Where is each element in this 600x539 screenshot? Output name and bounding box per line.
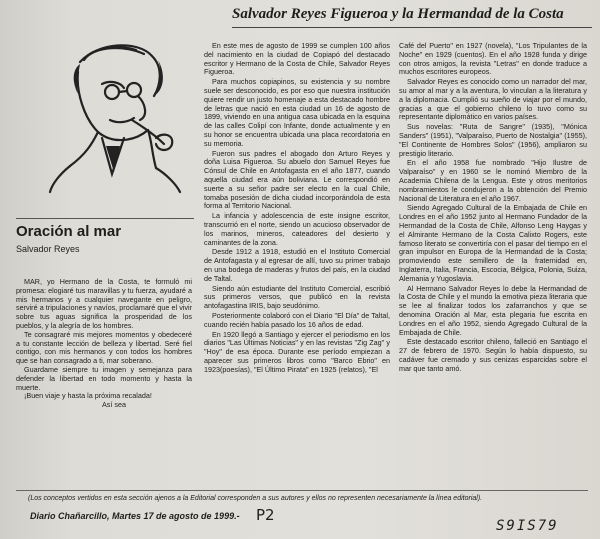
title-divider — [232, 27, 592, 28]
article-paragraph: Desde 1912 a 1918, estudió en el Instituto Comercial de Antofagasta y al egresar de allí, tuvo su primer trabajo en una bodega de maderas y frutos del país, en la ciudad de Taltal. — [204, 247, 390, 283]
article-paragraph: La infancia y adolescencia de este insigne escritor, transcurrió en el norte, siendo un acucioso observador de los marinos, mineros, cateadores del desierto y caminantes de la zona. — [204, 211, 390, 247]
article-paragraph: Al Hermano Salvador Reyes lo debe la Hermandad de la Costa de Chile y el mundo la emotiva pieza literaria que se lee al finalizar todos los zafarranchos y que se denomina Oración al Mar, esta plegaria fue escrita en Londres en el año 1952, siendo Agregado Cultural de la Embajada de Chile. — [399, 283, 587, 337]
handwritten-page-mark: P2 — [256, 506, 275, 524]
article-paragraph: Café del Puerto" en 1927 (novela), "Los Tripulantes de la Noche" en 1929 (cuentos). En el año 1928 funda y dirige con otros amigos, la revista "Letras" en donde traduce a muchos escritores europeos. — [399, 42, 587, 77]
article-paragraph: Siendo aún estudiante del Instituto Comercial, escribió sus primeros versos, que publicó en la revista antofagastina IRIS, bajo seudónimo. — [204, 283, 390, 311]
archive-stamp-number: S9IS79 — [496, 518, 559, 534]
article-paragraph: En 1920 llegó a Santiago y ejercer el periodismo en los diarios "Las Últimas Noticias" y en las revistas "Zig Zag" y "Hoy" de esa época. Durante ese período empiezan a aparecer sus primeros libros como "Barco Ebrio" en 1923(poesías), "El Último Pirata" en 1925 (relatos), "El — [204, 329, 390, 374]
poem-paragraph: Guardame siempre tu imagen y semejanza para defender la libertad en todo momento y hasta la muerte. — [16, 364, 192, 392]
editorial-disclaimer: (Los conceptos vertidos en esta sección ajenos a la Editorial corresponden a sus autores y ellos no representen necesariamente la línea editorial). — [28, 495, 483, 502]
article-paragraph: Salvador Reyes es conocido como un narrador del mar, su amor al mar y a la aventura, lo vinculan a la literatura y a la diplomacia. Cumplió su sueño de viajar por el mundo, gracias a que el gobierno chileno lo tuvo como su representante diplomático en varios países. — [399, 77, 587, 122]
article-paragraph: En este mes de agosto de 1999 se cumplen 100 años del nacimiento en la ciudad de Copiapó del destacado escritor y Hermano de la Costa de Chile, Salvador Reyes Figueroa. — [204, 42, 390, 77]
sidebar-author: Salvador Reyes — [16, 244, 80, 254]
article-paragraph: Este destacado escritor chileno, falleció en Santiago el 27 de febrero de 1970. Según lo había dispuesto, su cadáver fue cremado y sus cenizas esparcidas sobre el mar que tanto amó. — [399, 337, 587, 373]
publication-footer: Diario Chañarcillo, Martes 17 de agosto de 1999.- — [30, 511, 240, 521]
article-paragraph: Siendo Agregado Cultural de la Embajada de Chile en Londres en el año 1952 junto al Hermano Fundador de la Hermandad de la Costa de Chile, Alfonso Leng Haygas y el Almirante Hermano de la Costa Calixto Rogers, este famoso literato se convertiría con el pasar del tiempo en el gran impulsor en Europa de la Hermandad de la Costa; promoviendo este semillero de la fraternidad en, Inglaterra, Italia, Francia, Escocia, Bélgica, Polonia, Suiza, Alemania y Yugoslavia. — [399, 203, 587, 283]
article-paragraph: Fueron sus padres el abogado don Arturo Reyes y doña Luisa Figueroa. Su abuelo don Samuel Reyes fue Cónsul de Chile en Antofagasta en el año 1877, cuando aquella ciudad era aún boliviana. Le correspondió en suerte a su señor padre ser electo en la cual Chile, tomaba posesión de dicha ciudad incorporándola de esta forma al Territorio Nacional. — [204, 148, 390, 211]
poem-paragraph: Te consagraré mis mejores momentos y obedeceré a tu constante lección de belleza y libertad. Seré fiel contigo, con mis hermanos y con todos los hombres que se han consagrado a ti, mar soberano. — [16, 329, 192, 366]
article-column-right — [399, 42, 587, 462]
poem-closing: ¡Buen viaje y hasta la próxima recalada! — [24, 391, 152, 401]
article-paragraph: Sus novelas: "Ruta de Sangre" (1935), "Mónica Sanders" (1951), "Valparaíso, Puerto de Nostalgia" (1955), "El Continente de Hombres Solos" (1956), ampliaron su prestigio literario. — [399, 122, 587, 158]
portrait-caricature — [40, 34, 190, 194]
sidebar-title: Oración al mar — [16, 218, 194, 240]
poem-column — [16, 278, 192, 428]
poem-paragraph: MAR, yo Hermano de la Costa, te formuló mi promesa: elogiaré tus maravillas y tu fuerza, ayudaré a mis hermanos y a cualquier navegante en peligro, serviré a tripulaciones y navíos, proclamaré que el vivir sobre tus aguas significa la prosperidad de los pueblos, y la alegría de los hombres. — [16, 278, 192, 330]
article-title: Salvador Reyes Figueroa y la Hermandad de la Costa — [232, 6, 564, 22]
article-paragraph: En el año 1958 fue nombrado "Hijo Ilustre de Valparaíso" y en 1960 se le nominó Miembro de la Academia Chilena de la Lengua. Este y otros meritorios nombramientos le condujeron a la obtención del Premio Nacional de Literatura en el año 1967. — [399, 158, 587, 203]
poem-signoff: Así sea — [102, 400, 126, 410]
article-paragraph: Para muchos copiapinos, su existencia y su nombre suele ser desconocido, es por eso que nuestra institución quiere rendir un justo homenaje a esta destacado hombre de letras que nació en esta ciudad un 16 de agosto de 1899, viviendo en una antigua casa ubicada en la esquina de las calles Colipí con Infante, donde actualmente y en su honor se encuentra ubicada una placa recordatoria en su memoria. — [204, 77, 390, 148]
article-column-middle — [204, 42, 390, 462]
article-paragraph: Posteriormente colaboró con el Diario "El Día" de Taltal, cuando recién había pasado los 16 años de edad. — [204, 310, 390, 329]
bottom-divider — [16, 490, 588, 491]
